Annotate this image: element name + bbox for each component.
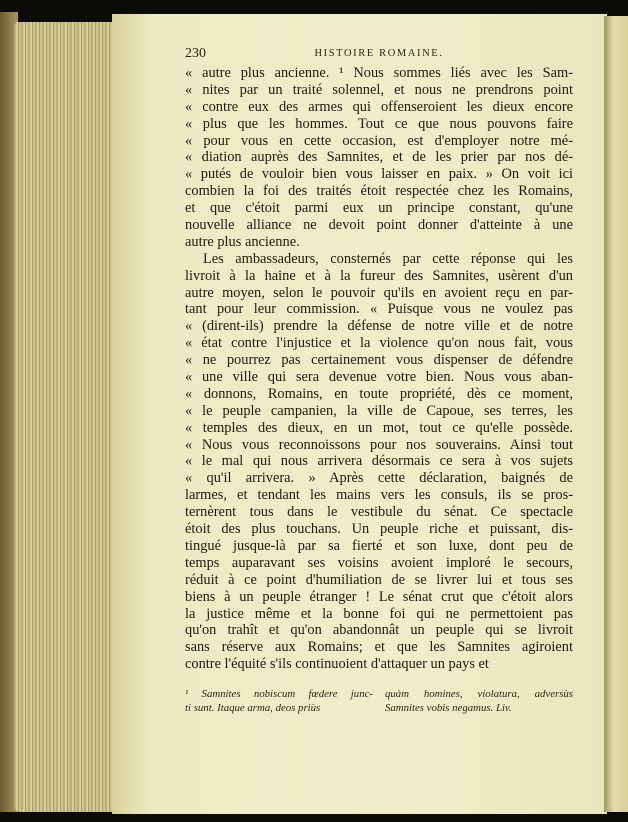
text-line: sans réserve aux Romains; et que les Samnites agiroient xyxy=(185,639,573,656)
text-line: « le mal qui nous arrivera désormais ce sera à vos sujets xyxy=(185,453,573,470)
facing-page-edge xyxy=(604,16,628,812)
text-line: « contre eux des armes qui offenseroient les dieux encore xyxy=(185,98,573,115)
body-text xyxy=(185,65,573,673)
page-number: 230 xyxy=(185,46,206,61)
text-line: Les ambassadeurs, consternés par cette réponse qui les xyxy=(203,250,573,267)
text-line: qu'on trahît et qu'on abandonnât un peuple qui se livroit xyxy=(185,622,573,639)
text-line: et que c'étoit parmi eux un principe constant, qu'une xyxy=(185,200,573,217)
text-line: autre moyen, selon le pouvoir qu'ils en avoient reçu en par- xyxy=(185,284,573,301)
text-line: « ne pourrez pas certainement vous dispenser de défendre xyxy=(185,352,573,369)
footnote-line: Samnites vobis negamus. Liv. xyxy=(385,702,512,714)
text-line: réduit à ce point d'humiliation de se livrer lui et tous ses xyxy=(185,571,573,588)
text-line: « (dirent-ils) prendre la défense de notre ville et de notre xyxy=(185,318,573,335)
text-line: « diation auprès des Samnites, et de les prier par nos dé- xyxy=(185,149,573,166)
footnote-line: ti sunt. Itaque arma, deos priùs xyxy=(185,702,321,714)
text-line: « plus que les hommes. Tout ce que nous pouvons faire xyxy=(185,115,573,132)
text-line: « le peuple campanien, la ville de Capoue, ses terres, les xyxy=(185,402,573,419)
footnote-left-column xyxy=(185,687,373,715)
text-line: temps auparavant ses voisins avoient imploré le secours, xyxy=(185,554,573,571)
text-line: « état contre l'injustice et la violence qu'on nous fait, vous xyxy=(185,335,573,352)
text-line: combien la foi des traités étoit respectée chez les Romains, xyxy=(185,183,573,200)
text-line: étoit des plus touchans. Un peuple riche et puissant, dis- xyxy=(185,521,573,538)
text-line: tingué jusque-là par sa fierté et son luxe, dont peu de xyxy=(185,537,573,554)
text-line: « donnons, Romains, en toute propriété, dès ce moment, xyxy=(185,385,573,402)
text-line: autre plus ancienne. xyxy=(185,233,300,250)
text-line: nouvelle alliance ne devoit point donner d'atteinte à une xyxy=(185,217,573,234)
running-title: HISTOIRE ROMAINE. xyxy=(314,48,444,59)
text-line: livroit à la haine et à la fureur des Samnites, usèrent d'un xyxy=(185,267,573,284)
text-line: « autre plus ancienne. ¹ Nous sommes liés avec les Sam- xyxy=(185,65,573,81)
text-line: tant pour leur commission. « Puisque vous ne voulez pas xyxy=(185,301,573,318)
text-line: « nites par un traité solennel, et nous ne prendrons point xyxy=(185,81,573,98)
text-line: larmes, et tendant les mains vers les consuls, ils se pros- xyxy=(185,487,573,504)
text-line: « qu'il arrivera. » Après cette déclaration, baignés de xyxy=(185,470,573,487)
text-line: « pour vous en cette occasion, est d'employer notre mé- xyxy=(185,132,573,149)
page-stack-edges xyxy=(14,22,118,812)
footnote-line: ¹ Samnites nobiscum fœdere junc- xyxy=(185,688,373,700)
text-line: « temples des dieux, en un mot, tout ce qu'elle possède. xyxy=(185,419,573,436)
footnote-right-column xyxy=(385,687,573,715)
text-line: « putés de vouloir bien vous laisser en paix. » On voit ici xyxy=(185,166,573,183)
text-line: biens à un peuple étranger ! Le sénat crut que c'étoit alors xyxy=(185,588,573,605)
text-line: « Nous vous reconnoissons pour nos souverains. Ainsi tout xyxy=(185,436,573,453)
text-line: ternèrent tous dans le vestibule du sénat. Ce spectacle xyxy=(185,504,573,521)
page-header xyxy=(185,46,573,64)
text-line: la justice même et la bonne foi qui ne permettoient pas xyxy=(185,605,573,622)
text-line: « une ville qui sera devenue votre bien. Nous vous aban- xyxy=(185,369,573,386)
footnote xyxy=(185,687,573,715)
footnote-line: quàm homines, violatura, adversùs xyxy=(385,688,573,700)
text-line: contre l'équité s'ils continuoient d'attaquer un pays et xyxy=(185,656,489,673)
